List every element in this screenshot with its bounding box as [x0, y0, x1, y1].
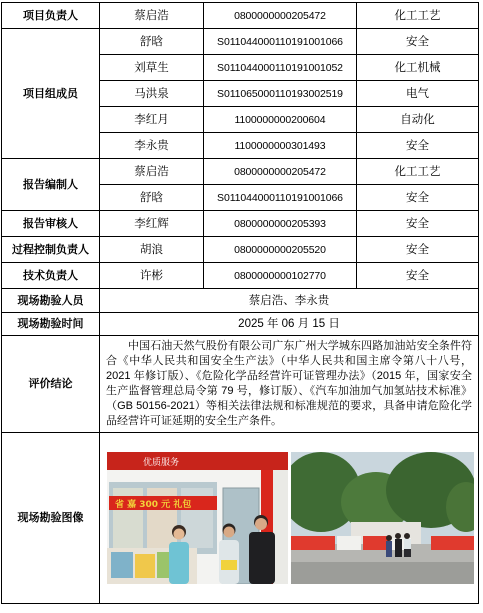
table-row	[2, 3, 479, 29]
conclusion-text: 中国石油天然气股份有限公司广东广州大学城东四路加油站安全条件符合《中华人民共和国安全生产法》（中华人民共和国主席令第八十八号，2021 年修订版）、《危险化学品经营许可证管理办法》（2015 年，国家安全生产监督管理总局令第 79 号，修订版）、《汽车加油加气加氢站技术标准》（GB 50156-2021）等相关法律法规和标准规范的要求，具备申请危险化学品经营许可证延期的安全生产条件。	[106, 340, 472, 427]
table-row	[2, 263, 479, 289]
member-name: 舒晗	[100, 29, 204, 55]
survey-staff-value: 蔡启浩、李永贵	[100, 289, 479, 313]
member-name: 李永贵	[100, 133, 204, 159]
row-label-project-leader: 项目负责人	[2, 3, 100, 29]
table-row	[2, 336, 479, 433]
member-specialty: 安全	[357, 185, 479, 211]
member-certificate-number: S011044000110191001066	[204, 29, 357, 55]
member-name: 胡浪	[100, 237, 204, 263]
member-specialty: 化工工艺	[357, 3, 479, 29]
table-row	[2, 29, 479, 55]
member-certificate-number: 1100000000200604	[204, 107, 357, 133]
site-photo-group-outdoor	[291, 452, 474, 584]
table-row	[2, 211, 479, 237]
member-certificate-number: 0800000000205472	[204, 3, 357, 29]
row-label-survey-staff: 现场勘验人员	[2, 289, 100, 313]
site-photo-store-front	[107, 452, 288, 584]
table-row	[2, 433, 479, 604]
member-certificate-number: 1100000000301493	[204, 133, 357, 159]
survey-time-value: 2025 年 06 月 15 日	[100, 313, 479, 336]
member-name: 蔡启浩	[100, 159, 204, 185]
member-certificate-number: 0800000000102770	[204, 263, 357, 289]
promo-banner-text: 省 嘉 300 元 礼包	[115, 500, 192, 510]
member-name: 李红月	[100, 107, 204, 133]
member-name: 蔡启浩	[100, 3, 204, 29]
member-specialty: 自动化	[357, 107, 479, 133]
member-specialty: 安全	[357, 211, 479, 237]
member-certificate-number: 0800000000205393	[204, 211, 357, 237]
table-row	[2, 313, 479, 336]
member-certificate-number: S011044000110191001066	[204, 185, 357, 211]
conclusion-cell	[100, 336, 479, 433]
station-canopy	[107, 452, 288, 470]
row-label-technical-leader: 技术负责人	[2, 263, 100, 289]
photo-cell	[100, 433, 479, 604]
member-name: 刘草生	[100, 55, 204, 81]
row-label-report-reviewer: 报告审核人	[2, 211, 100, 237]
member-certificate-number: S011044000110191001052	[204, 55, 357, 81]
table-row	[2, 159, 479, 185]
member-name: 舒晗	[100, 185, 204, 211]
member-specialty: 电气	[357, 81, 479, 107]
member-name: 马洪泉	[100, 81, 204, 107]
table-row	[2, 289, 479, 313]
member-name: 李红辉	[100, 211, 204, 237]
row-label-site-photos: 现场勘验图像	[2, 433, 100, 604]
member-specialty: 安全	[357, 237, 479, 263]
member-certificate-number: 0800000000205520	[204, 237, 357, 263]
row-label-project-members: 项目组成员	[2, 29, 100, 159]
member-certificate-number: S011065000110193002519	[204, 81, 357, 107]
table-row	[2, 237, 479, 263]
row-label-process-control-leader: 过程控制负责人	[2, 237, 100, 263]
member-name: 许彬	[100, 263, 204, 289]
row-label-survey-time: 现场勘验时间	[2, 313, 100, 336]
member-specialty: 安全	[357, 29, 479, 55]
row-label-report-preparer: 报告编制人	[2, 159, 100, 211]
evaluation-personnel-table	[1, 2, 479, 604]
member-specialty: 安全	[357, 133, 479, 159]
store-sign-text: 优质服务	[143, 458, 180, 468]
member-specialty: 安全	[357, 263, 479, 289]
row-label-conclusion: 评价结论	[2, 336, 100, 433]
member-specialty: 化工机械	[357, 55, 479, 81]
member-certificate-number: 0800000000205472	[204, 159, 357, 185]
member-specialty: 化工工艺	[357, 159, 479, 185]
